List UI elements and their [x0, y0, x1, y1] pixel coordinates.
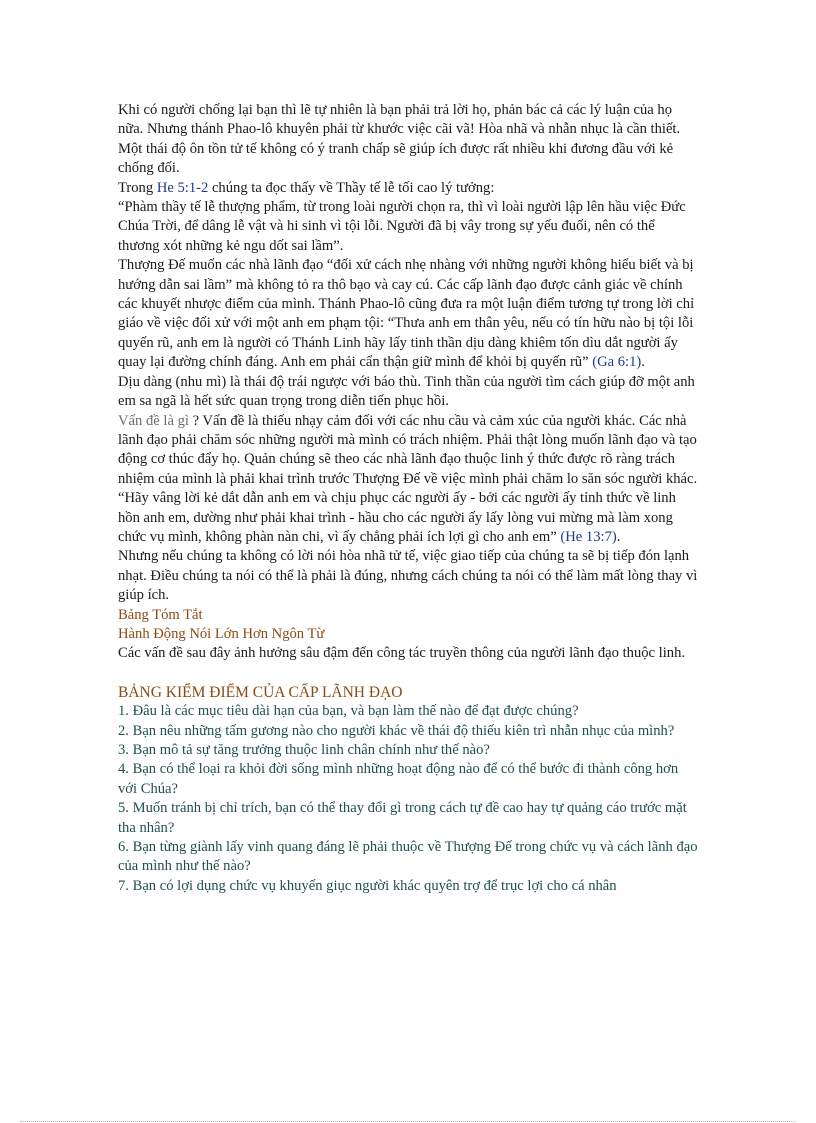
text-fragment: chúng ta đọc thấy về Thầy tế lễ tối cao lý tưởng: — [208, 179, 495, 196]
paragraph-issues-intro: Các vấn đề sau đây ảnh hưởng sâu đậm đến công tác truyền thông của người lãnh đạo thuộc linh. — [118, 645, 686, 662]
page-bottom-divider — [20, 1121, 796, 1122]
paragraph-kind-words: Nhưng nếu chúng ta không có lời nói hòa nhã tử tế, việc giao tiếp của chúng ta sẽ bị tiếp đón lạnh nhạt. Điều chúng ta nói có thể là phải là đúng, nhưng cách chúng ta nói có thể làm mất lòng thay vì giúp ích. — [118, 548, 698, 604]
paragraph-gentleness: Dịu dàng (nhu mì) là thái độ trái ngược với báo thù. Tinh thần của người tìm cách giúp đỡ một anh em sa ngã là hết sức quan trọng trong diễn tiến phục hồi. — [118, 373, 695, 410]
paragraph-quote-obey — [118, 489, 698, 547]
text-fragment: ? Vấn đề là thiếu nhạy cảm đối với các nhu cầu và cảm xúc của người khác. Các nhà lãnh đạo phải chăm sóc những người mà mình có trách nhiệm. Phải thật lòng muốn lãnh đạo và tạo động cơ thúc đẩy họ. Quản chúng sẽ theo các nhà lãnh đạo thuộc linh ý thức được rõ ràng trách nhiệm của mình là phải khai trình trước Thượng Đế về việc mình phải chăm lo săn sóc người khác. — [118, 412, 698, 487]
paragraph-gentle-leaders — [118, 256, 698, 372]
paragraph-hebrews-intro — [118, 179, 698, 198]
summary-subheading: Hành Động Nói Lớn Hơn Ngôn Từ — [118, 625, 325, 642]
checklist — [118, 702, 698, 896]
text-fragment: . — [616, 528, 621, 545]
document-page — [118, 101, 698, 896]
checklist-item: 2. Bạn nêu những tấm gương nào cho người khác về thái độ thiếu kiên trì nhẫn nhục của mình? — [118, 722, 675, 739]
text-fragment: “Hãy vâng lời kẻ dắt dẫn anh em và chịu phục các người ấy - bởi các người ấy tỉnh thức về linh hồn anh em, dường như phải khai trình - hầu cho các người ấy lấy lòng vui mừng mà làm xong chức vụ mình, không phàn nàn chi, vì ấy chẳng phải ích lợi gì cho anh em” — [118, 490, 676, 545]
scripture-link-he-5[interactable]: He 5:1-2 — [156, 179, 209, 196]
checklist-title: BẢNG KIỂM ĐIỂM CỦA CẤP LÃNH ĐẠO — [118, 683, 403, 701]
checklist-item: 3. Bạn mô tả sự tăng trưởng thuộc linh chân chính như thế nào? — [118, 742, 490, 758]
checklist-item: 1. Đâu là các mục tiêu dài hạn của bạn, và bạn làm thế nào để đạt được chúng? — [118, 703, 579, 720]
paragraph-opposition: Khi có người chống lại bạn thì lẽ tự nhiên là bạn phải trả lời họ, phản bác cả các lý luận của họ nữa. Nhưng thánh Phao-lô khuyên phải từ khước việc cãi vã! Hòa nhã và nhẫn nhục là cần thiết. Một thái độ ôn tồn tử tế không có ý tranh chấp sẽ giúp ích được rất nhiều khi đương đầu với kẻ chống đối. — [118, 102, 681, 177]
scripture-link-ga-6[interactable]: (Ga 6:1) — [592, 354, 642, 371]
scripture-link-he-13[interactable]: (He 13:7) — [560, 528, 617, 545]
text-fragment: Thượng Đế muốn các nhà lãnh đạo “đối xử cách nhẹ nhàng với những người không hiểu biết và bị hướng dẫn sai lầm” mà không tỏ ra thô bạo và cay cú. Các cấp lãnh đạo được cảnh giác về chính các khuyết nhược điểm của mình. Thánh Phao-lô cũng đưa ra một luận điểm tương tự trong lời chỉ giáo về việc đối xử với một anh em phạm tội: “Thưa anh em thân yêu, nếu có tín hữu nào bị tội lỗi quyến rũ, anh em là người có Thánh Linh hãy lấy tinh thần dịu dàng khiêm tốn dìu dắt người ấy quay lại đường chính đáng. Anh em phải cẩn thận giữ mình để khỏi bị quyến rũ” — [118, 257, 695, 371]
summary-heading: Bảng Tóm Tắt — [118, 606, 203, 623]
text-fragment: . — [641, 354, 645, 371]
checklist-item: 4. Bạn có thể loại ra khỏi đời sống mình những hoạt động nào để có thể bước đi thành công hơn với Chúa? — [118, 761, 679, 797]
paragraph-quote-priest: “Phàm thầy tế lễ thượng phẩm, từ trong loài người chọn ra, thì vì loài người lập lên hầu việc Đức Chúa Trời, để dâng lễ vật và hi sinh vì tội lỗi. Người đã bị vây trong sự yếu đuối, nên có thể thương xót những kẻ ngu dốt sai lầm”. — [118, 199, 686, 254]
checklist-item: 5. Muốn tránh bị chỉ trích, bạn có thể thay đổi gì trong cách tự đề cao hay tự quảng cáo trước mặt tha nhân? — [118, 800, 687, 836]
problem-label: Vấn đề là gì — [118, 412, 189, 429]
section-spacer — [118, 664, 698, 683]
text-fragment: Trong — [118, 179, 157, 196]
checklist-item: 6. Bạn từng giành lấy vinh quang đáng lẽ phải thuộc về Thượng Đế trong chức vụ và cách lãnh đạo của mình như thế nào? — [118, 839, 698, 875]
paragraph-problem — [118, 412, 698, 490]
checklist-item: 7. Bạn có lợi dụng chức vụ khuyến giục người khác quyên trợ để trục lợi cho cá nhân — [118, 877, 617, 894]
